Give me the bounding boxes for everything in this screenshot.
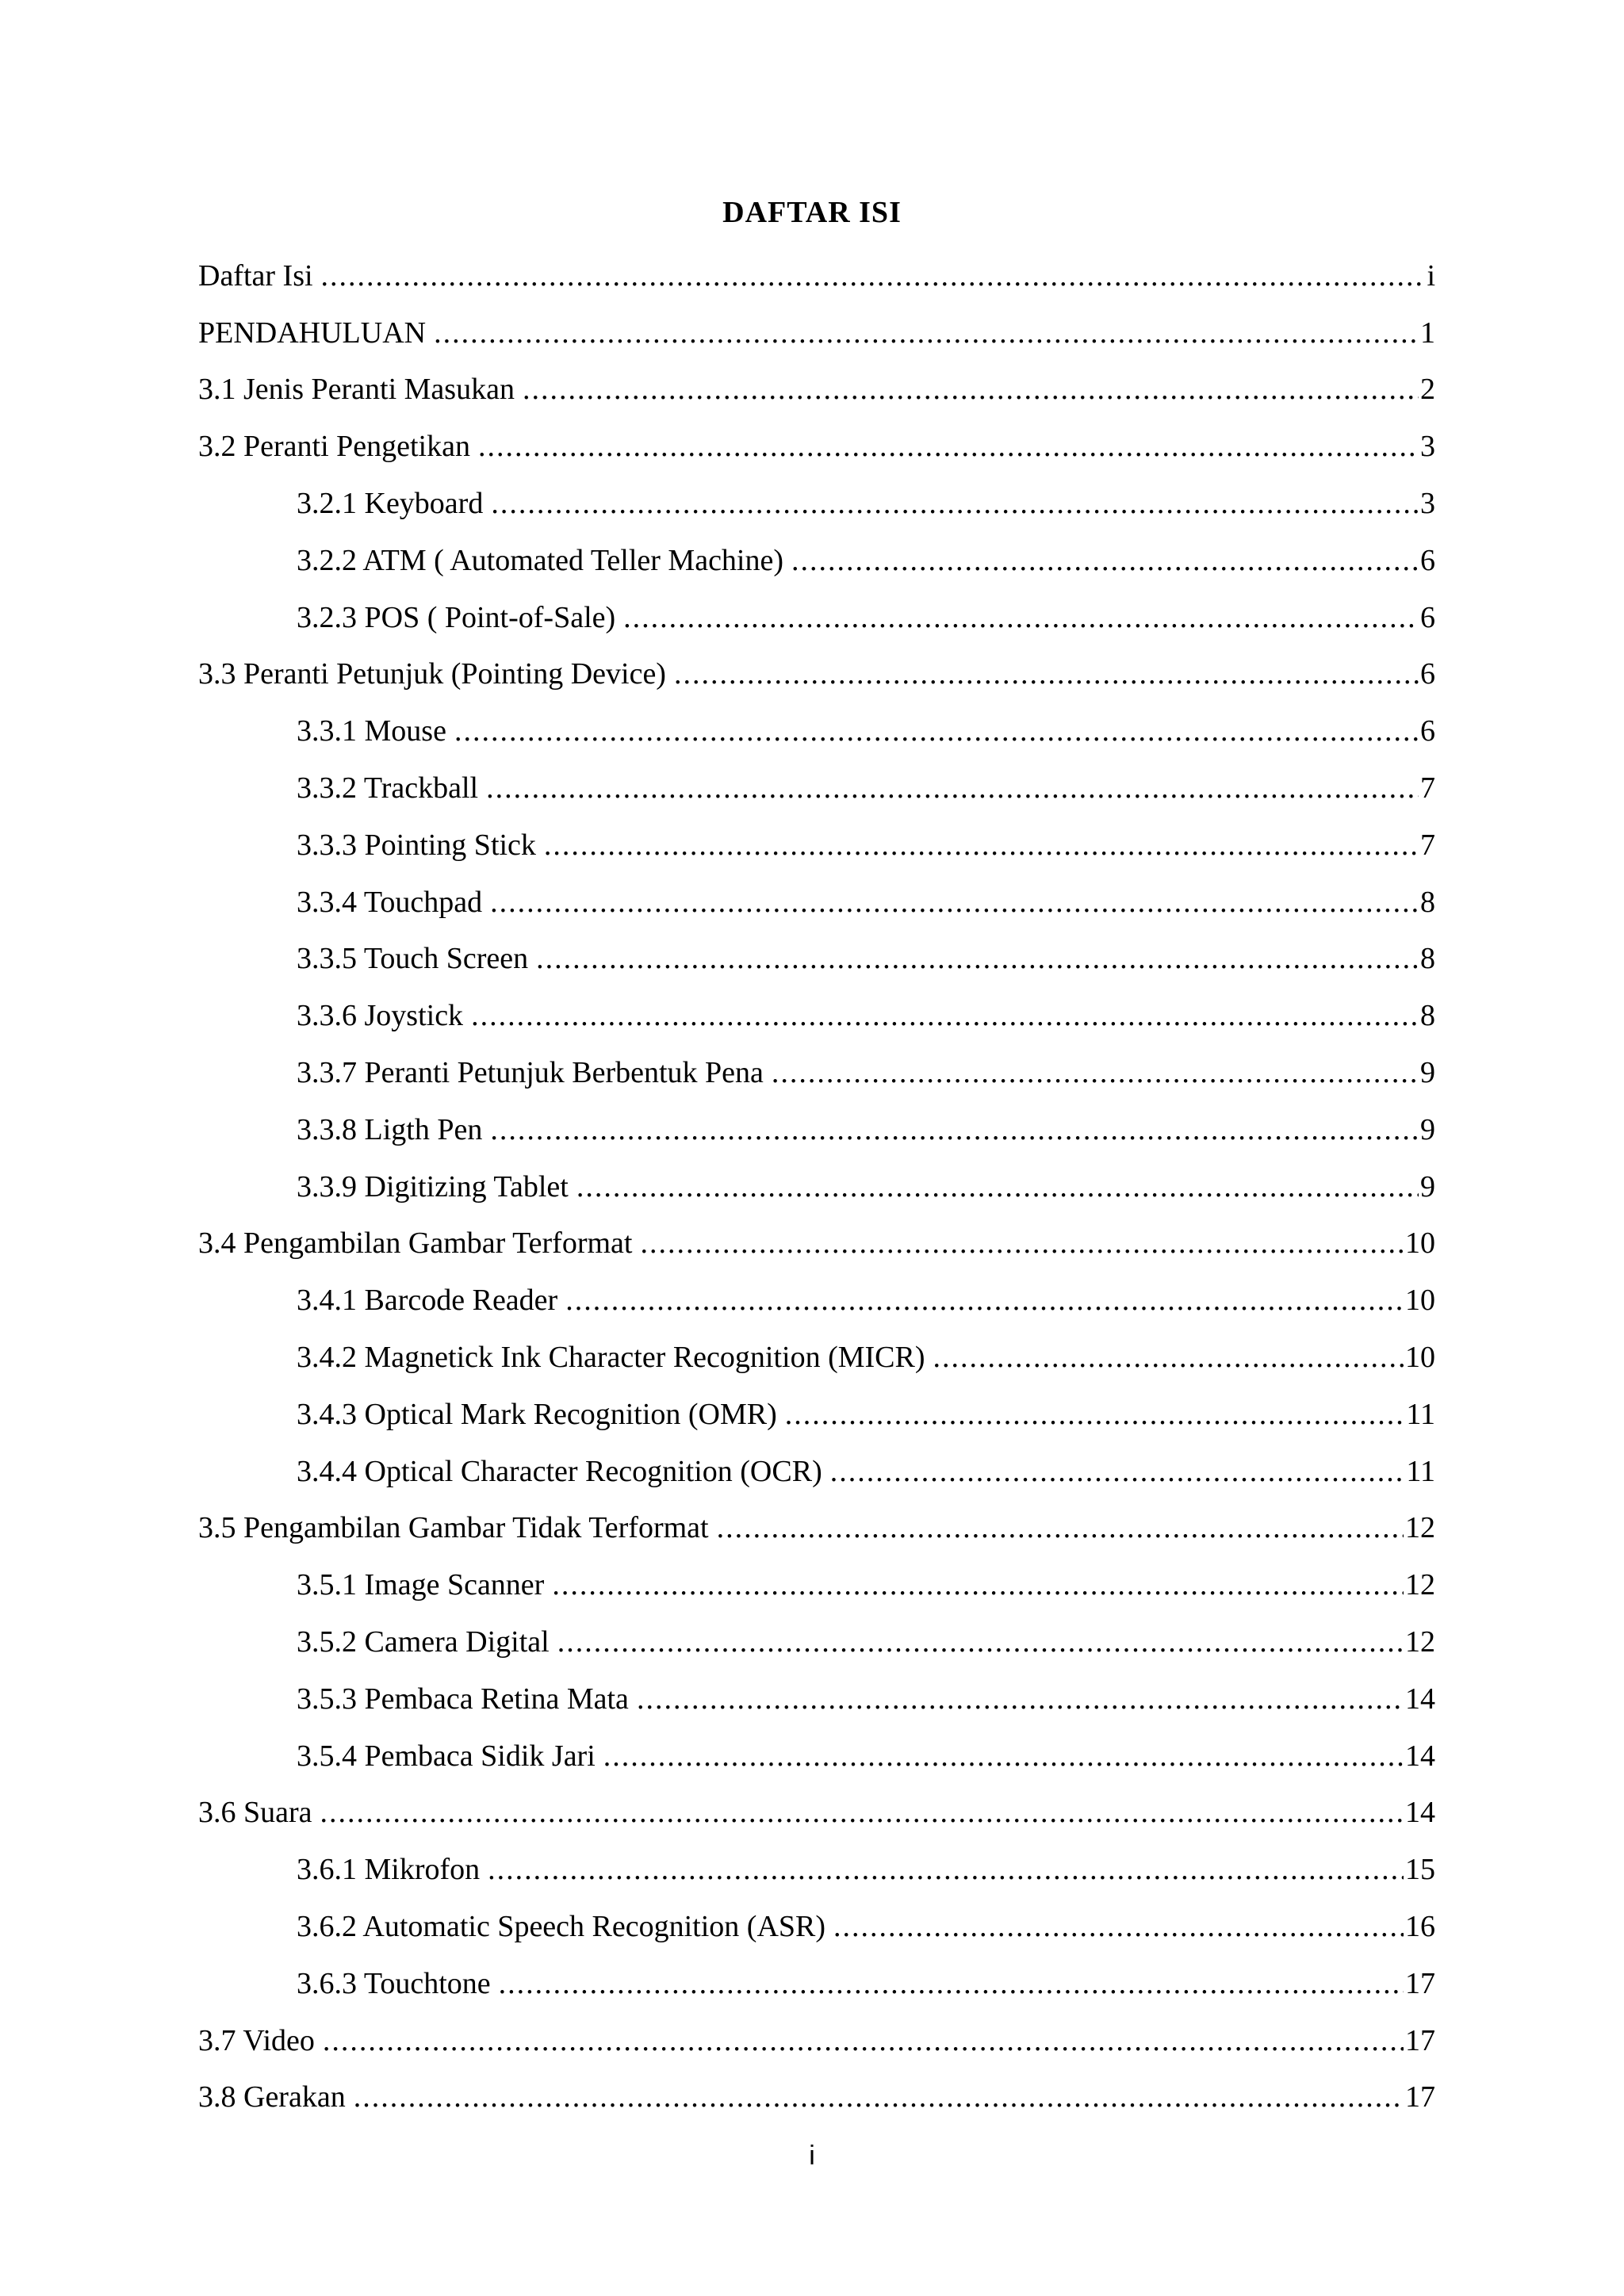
toc-dot-leader [640, 1228, 1404, 1258]
toc-entry-label: Daftar Isi [198, 261, 321, 291]
toc-dot-leader [830, 1456, 1405, 1487]
toc-entry-page: 7 [1420, 828, 1435, 862]
toc-dot-leader [321, 261, 1426, 291]
toc-entry-label: 3.2.1 Keyboard [297, 488, 491, 519]
toc-entry-label: 3.5.2 Camera Digital [297, 1627, 557, 1657]
toc-entry [198, 1556, 1435, 1613]
toc-entry [198, 1670, 1435, 1728]
toc-entry-label: 3.4.1 Barcode Reader [297, 1285, 565, 1315]
toc-entry [198, 532, 1435, 589]
page-title: DAFTAR ISI [722, 196, 902, 229]
toc-dot-leader [674, 659, 1419, 689]
toc-entry-page: 17 [1405, 2080, 1435, 2114]
toc-entry-label: 3.6.1 Mikrofon [297, 1854, 488, 1885]
toc-entry [198, 1728, 1435, 1785]
toc-dot-leader [490, 1115, 1419, 1145]
toc-dot-leader [772, 1058, 1419, 1088]
toc-dot-leader [552, 1570, 1404, 1600]
toc-entry-label: 3.5 Pengambilan Gambar Tidak Terformat [198, 1513, 717, 1543]
toc-entry-page: 14 [1405, 1682, 1435, 1716]
toc-entry-page: 17 [1405, 2023, 1435, 2057]
toc-entry-page: 9 [1420, 1056, 1435, 1090]
toc-dot-leader [491, 488, 1419, 519]
toc-dot-leader [486, 773, 1419, 803]
toc-entry-label: 3.3.7 Peranti Petunjuk Berbentuk Pena [297, 1058, 772, 1088]
toc-entry-label: 3.4 Pengambilan Gambar Terformat [198, 1228, 640, 1258]
toc-entry-page: 12 [1405, 1625, 1435, 1659]
toc-entry-page: 2 [1420, 373, 1435, 407]
toc-entry [198, 1613, 1435, 1670]
toc-dot-leader [717, 1513, 1404, 1543]
toc-entry [198, 475, 1435, 532]
toc-dot-leader [488, 1854, 1404, 1885]
toc-entry-page: 3 [1420, 487, 1435, 521]
toc-entry-page: 16 [1405, 1910, 1435, 1943]
toc-entry-page: 6 [1420, 657, 1435, 691]
toc-entry-label: 3.2.2 ATM ( Automated Teller Machine) [297, 545, 791, 576]
toc-entry [198, 931, 1435, 988]
toc-entry-page: 6 [1420, 600, 1435, 634]
toc-dot-leader [544, 830, 1419, 860]
toc-entry-label: 3.3.2 Trackball [297, 773, 486, 803]
toc-entry [198, 2069, 1435, 2126]
toc-entry-label: 3.4.2 Magnetick Ink Character Recognition (MICR) [297, 1342, 933, 1372]
toc-entry-page: 9 [1420, 1112, 1435, 1146]
toc-entry-label: 3.6.2 Automatic Speech Recognition (ASR) [297, 1911, 833, 1942]
toc-entry [198, 362, 1435, 419]
toc-entry-label: 3.1 Jenis Peranti Masukan [198, 374, 523, 404]
toc-entry [198, 1215, 1435, 1272]
toc-entry [198, 304, 1435, 362]
toc-entry [198, 1898, 1435, 1955]
toc-entry [198, 1329, 1435, 1386]
toc-entry [198, 1101, 1435, 1158]
toc-dot-leader [833, 1911, 1404, 1942]
toc-entry-label: 3.3.9 Digitizing Tablet [297, 1172, 576, 1202]
toc-entry-page: 9 [1420, 1169, 1435, 1203]
toc-entry-label: 3.5.3 Pembaca Retina Mata [297, 1684, 637, 1714]
toc-dot-leader [933, 1342, 1404, 1372]
toc-entry [198, 817, 1435, 874]
toc-entry [198, 1386, 1435, 1443]
toc-dot-leader [536, 943, 1419, 974]
toc-entry-page: 1 [1420, 316, 1435, 350]
toc-entry [198, 1955, 1435, 2012]
toc-entry-page: 6 [1420, 543, 1435, 577]
toc-entry-label: PENDAHULUAN [198, 318, 434, 348]
toc-dot-leader [434, 318, 1419, 348]
toc-entry-label: 3.3.6 Joystick [297, 1001, 471, 1031]
toc-dot-leader [454, 716, 1419, 746]
toc-entry-page: 17 [1405, 1966, 1435, 2000]
toc-entry-label: 3.2.3 POS ( Point-of-Sale) [297, 603, 623, 633]
toc-entry [198, 760, 1435, 817]
toc-entry-label: 3.3 Peranti Petunjuk (Pointing Device) [198, 659, 674, 689]
toc-dot-leader [637, 1684, 1404, 1714]
toc-entry-label: 3.7 Video [198, 2026, 323, 2056]
toc-entry [198, 2012, 1435, 2069]
toc-entry-page: 8 [1420, 999, 1435, 1033]
toc-entry-label: 3.3.4 Touchpad [297, 887, 490, 917]
toc-dot-leader [603, 1741, 1404, 1771]
toc-entry-label: 3.3.5 Touch Screen [297, 943, 536, 974]
toc-dot-leader [354, 2082, 1404, 2112]
toc-entry-label: 3.4.4 Optical Character Recognition (OCR) [297, 1456, 830, 1487]
toc-entry-page: 6 [1420, 714, 1435, 748]
toc-entry [198, 1841, 1435, 1898]
table-of-contents [198, 247, 1435, 2126]
toc-entry [198, 1044, 1435, 1101]
toc-entry [198, 1443, 1435, 1500]
toc-dot-leader [565, 1285, 1404, 1315]
toc-entry [198, 987, 1435, 1044]
toc-dot-leader [471, 1001, 1419, 1031]
toc-entry-page: 10 [1405, 1341, 1435, 1375]
toc-entry-page: 14 [1405, 1739, 1435, 1773]
toc-dot-leader [791, 545, 1419, 576]
toc-entry-page: 12 [1405, 1511, 1435, 1545]
toc-entry-label: 3.4.3 Optical Mark Recognition (OMR) [297, 1399, 785, 1429]
page-number: i [809, 2141, 815, 2171]
toc-entry-label: 3.3.1 Mouse [297, 716, 454, 746]
toc-entry-page: 10 [1405, 1226, 1435, 1261]
toc-entry-label: 3.6.3 Touchtone [297, 1969, 499, 1999]
toc-dot-leader [320, 1797, 1404, 1827]
toc-dot-leader [557, 1627, 1404, 1657]
toc-dot-leader [623, 603, 1419, 633]
toc-dot-leader [499, 1969, 1404, 1999]
toc-entry-page: 15 [1405, 1853, 1435, 1887]
toc-entry-label: 3.5.1 Image Scanner [297, 1570, 552, 1600]
toc-entry-page: 12 [1405, 1568, 1435, 1602]
toc-dot-leader [523, 374, 1419, 404]
toc-entry-page: 11 [1406, 1454, 1435, 1488]
toc-entry-label: 3.3.3 Pointing Stick [297, 830, 544, 860]
toc-dot-leader [323, 2026, 1404, 2056]
toc-dot-leader [785, 1399, 1405, 1429]
toc-entry-page: 11 [1406, 1397, 1435, 1431]
toc-entry-label: 3.2 Peranti Pengetikan [198, 431, 478, 461]
toc-entry-page: 8 [1420, 942, 1435, 976]
toc-dot-leader [490, 887, 1419, 917]
toc-entry-label: 3.5.4 Pembaca Sidik Jari [297, 1741, 603, 1771]
toc-entry [198, 589, 1435, 646]
toc-entry-page: 10 [1405, 1284, 1435, 1318]
toc-entry-label: 3.8 Gerakan [198, 2082, 354, 2112]
toc-entry [198, 1785, 1435, 1842]
toc-entry-page: i [1427, 258, 1435, 293]
toc-dot-leader [576, 1172, 1419, 1202]
toc-entry-page: 3 [1420, 430, 1435, 464]
toc-entry [198, 1158, 1435, 1215]
toc-entry [198, 247, 1435, 304]
toc-entry [198, 1272, 1435, 1329]
toc-entry-page: 7 [1420, 771, 1435, 806]
toc-entry [198, 1500, 1435, 1557]
toc-entry [198, 418, 1435, 475]
toc-entry [198, 874, 1435, 931]
toc-entry [198, 702, 1435, 760]
toc-entry-page: 8 [1420, 885, 1435, 919]
toc-dot-leader [478, 431, 1419, 461]
toc-entry-page: 14 [1405, 1796, 1435, 1830]
toc-entry [198, 646, 1435, 703]
toc-entry-label: 3.6 Suara [198, 1797, 320, 1827]
toc-entry-label: 3.3.8 Ligth Pen [297, 1115, 490, 1145]
